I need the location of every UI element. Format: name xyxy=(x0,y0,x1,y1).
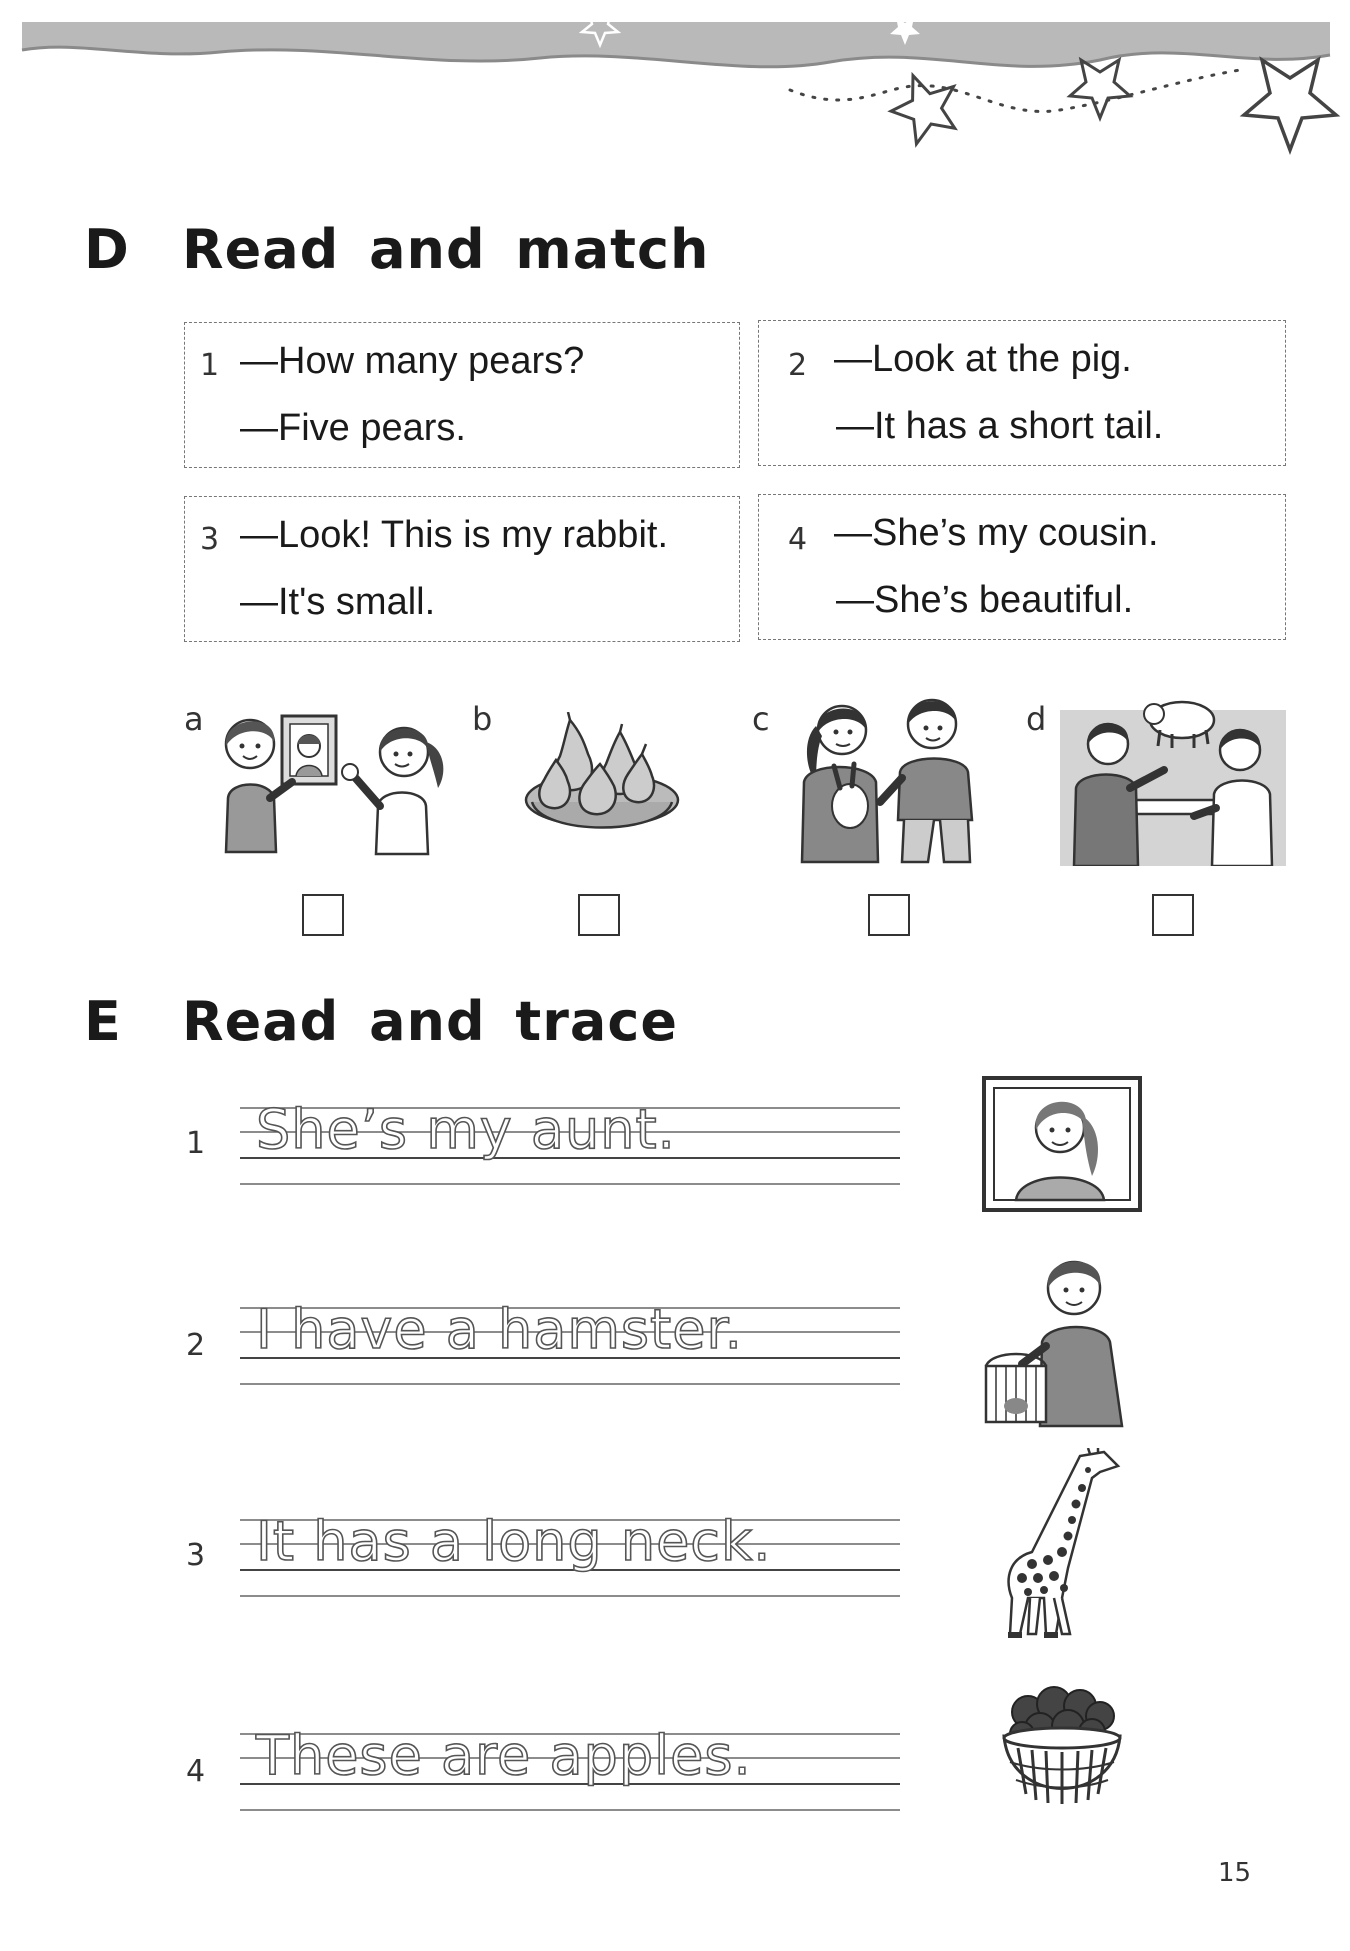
dialog-line: —She’s beautiful. xyxy=(836,579,1134,621)
trace-number: 2 xyxy=(186,1328,206,1363)
star-icon xyxy=(1244,60,1336,150)
picture-framed-portrait-aunt xyxy=(982,1076,1142,1212)
dialog-line: —How many pears? xyxy=(240,340,585,382)
picture-letter-b: b xyxy=(472,700,493,738)
picture-b-bowl-of-pears xyxy=(522,712,682,840)
star-banner xyxy=(0,0,1350,190)
dialog-number: 2 xyxy=(788,348,808,383)
picture-letter-a: a xyxy=(184,700,204,738)
answer-box-b[interactable] xyxy=(578,894,620,936)
dialog-line: —She’s my cousin. xyxy=(834,512,1159,554)
dialog-line: —Look at the pig. xyxy=(834,338,1132,380)
picture-a-girls-with-photo xyxy=(212,702,448,862)
picture-d-boys-with-pig xyxy=(1060,690,1286,866)
dialog-line: —It's small. xyxy=(240,581,436,623)
answer-box-c[interactable] xyxy=(868,894,910,936)
picture-basket-of-apples xyxy=(1000,1676,1124,1812)
page-number: 15 xyxy=(1218,1858,1252,1888)
dialog-number: 1 xyxy=(200,348,220,383)
picture-boy-with-hamster-cage xyxy=(982,1246,1142,1428)
star-icon xyxy=(1070,60,1130,118)
answer-box-a[interactable] xyxy=(302,894,344,936)
trace-number: 4 xyxy=(186,1754,206,1789)
dialog-line: —It has a short tail. xyxy=(836,405,1164,447)
picture-giraffe xyxy=(992,1448,1132,1644)
picture-letter-d: d xyxy=(1026,700,1047,738)
trace-sentence[interactable]: I have a hamster. xyxy=(256,1298,743,1361)
dialog-line: —Five pears. xyxy=(240,407,466,449)
trace-sentence[interactable]: It has a long neck. xyxy=(256,1510,772,1573)
section-e-letter: E xyxy=(84,990,121,1053)
star-icon xyxy=(885,73,966,153)
dialog-line: —Look! This is my rabbit. xyxy=(240,514,669,556)
answer-box-d[interactable] xyxy=(1152,894,1194,936)
trace-number: 3 xyxy=(186,1538,206,1573)
trace-sentence[interactable]: These are apples. xyxy=(256,1724,752,1787)
picture-letter-c: c xyxy=(752,700,770,738)
dialog-number: 4 xyxy=(788,522,808,557)
dialog-number: 3 xyxy=(200,522,220,557)
section-d-letter: D xyxy=(84,218,129,281)
trace-sentence[interactable]: She’s my aunt. xyxy=(256,1098,676,1161)
picture-c-girl-with-rabbit xyxy=(794,690,994,866)
trace-number: 1 xyxy=(186,1126,206,1161)
section-d-title: Read and match xyxy=(182,218,710,281)
section-e-title: Read and trace xyxy=(182,990,678,1053)
